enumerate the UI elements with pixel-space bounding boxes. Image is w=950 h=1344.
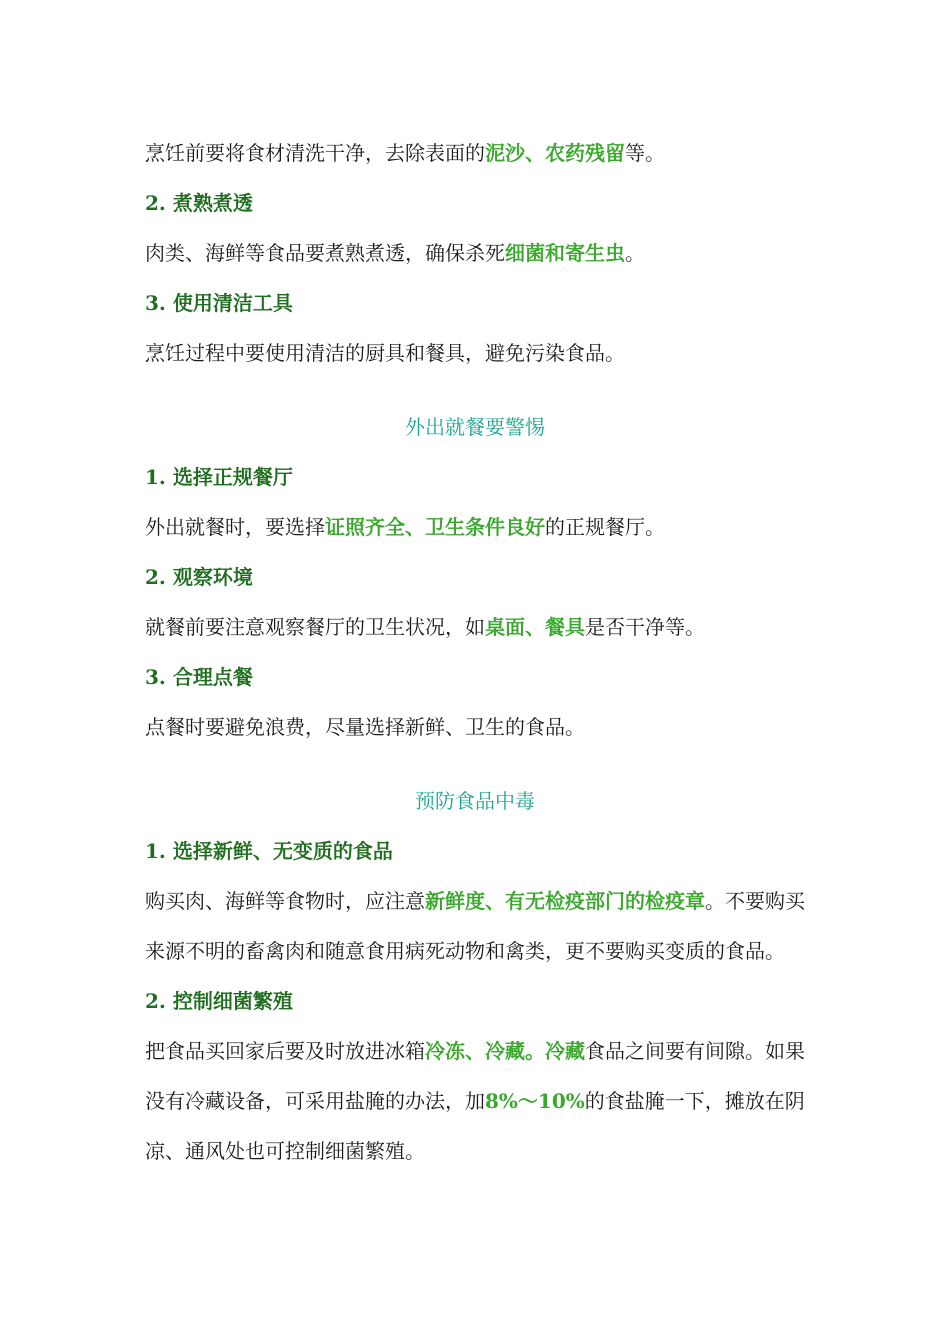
description-text: 就餐前要注意观察餐厅的卫生状况，如	[145, 615, 485, 639]
item-heading: 1. 选择正规餐厅	[145, 465, 293, 489]
description-text: 。	[625, 241, 645, 265]
section-title: 外出就餐要警惕	[405, 415, 545, 439]
description-text: 烹饪前要将食材清洗干净，去除表面的	[145, 141, 485, 165]
item-heading: 2. 观察环境	[145, 565, 253, 589]
description-text: 的食盐腌一下，摊放在阴凉、通风处也可控制细菌繁殖。	[145, 1089, 805, 1163]
description-text: 。不要购买来源不明的畜禽肉和随意食用病死动物和禽类，更不要购买变质的食品。	[145, 889, 805, 963]
description-text: 的正规餐厅。	[545, 515, 665, 539]
description-text: 购买肉、海鲜等食物时，应注意	[145, 889, 425, 913]
description-text: 烹饪过程中要使用清洁的厨具和餐具，避免污染食品。	[145, 341, 625, 365]
item-description	[145, 502, 805, 552]
item-heading: 2. 控制细菌繁殖	[145, 989, 293, 1013]
item-description	[145, 1026, 805, 1176]
item-heading: 2. 煮熟煮透	[145, 191, 253, 215]
item-description	[145, 128, 805, 178]
highlighted-text: 泥沙、农药残留	[485, 141, 625, 165]
item-description	[145, 228, 805, 278]
highlighted-text: 证照齐全、卫生条件良好	[325, 515, 545, 539]
item-description	[145, 702, 805, 752]
section-spacer	[145, 752, 805, 776]
description-text: 肉类、海鲜等食品要煮熟煮透，确保杀死	[145, 241, 505, 265]
highlighted-text: 桌面、餐具	[485, 615, 585, 639]
document-body	[145, 128, 805, 1176]
highlighted-text: 新鲜度、有无检疫部门的检疫章	[425, 889, 705, 913]
description-text: 等。	[625, 141, 665, 165]
description-text: 点餐时要避免浪费，尽量选择新鲜、卫生的食品。	[145, 715, 585, 739]
description-text: 是否干净等。	[585, 615, 705, 639]
highlighted-text: 冷冻、冷藏。冷藏	[425, 1039, 585, 1063]
item-heading: 1. 选择新鲜、无变质的食品	[145, 839, 393, 863]
item-heading: 3. 使用清洁工具	[145, 291, 293, 315]
item-description	[145, 602, 805, 652]
description-text: 食品之间要有间隙。如果没有冷藏设备，可采用盐腌的办法，加	[145, 1039, 805, 1113]
section-title: 预防食品中毒	[415, 789, 535, 813]
description-text: 外出就餐时，要选择	[145, 515, 325, 539]
item-heading: 3. 合理点餐	[145, 665, 253, 689]
section-spacer	[145, 378, 805, 402]
item-description	[145, 876, 805, 976]
highlighted-text: 8%～10%	[485, 1089, 585, 1113]
description-text: 把食品买回家后要及时放进冰箱	[145, 1039, 425, 1063]
highlighted-text: 细菌和寄生虫	[505, 241, 625, 265]
item-description	[145, 328, 805, 378]
